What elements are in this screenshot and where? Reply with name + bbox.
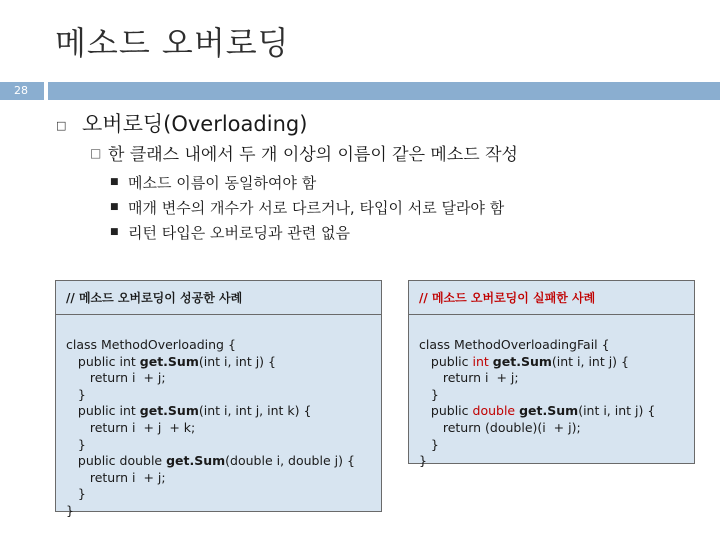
slide-title: 메소드 오버로딩	[55, 24, 290, 62]
code-line: return i + j;	[419, 370, 519, 386]
method-name: get.Sum	[166, 453, 226, 469]
square-bullet-icon: ■	[110, 227, 119, 237]
bullet-level3-item: 메소드 이름이 동일하여야 함	[128, 174, 317, 192]
header-accent-bar	[48, 82, 720, 100]
method-name: get.Sum	[519, 403, 579, 419]
code-line: (int i, int j, int k) {	[198, 403, 312, 419]
square-bullet-icon: ■	[110, 202, 119, 212]
code-line: }	[66, 386, 86, 402]
code-line: return i + j;	[66, 370, 166, 386]
code-line: return (double)(i + j);	[419, 419, 581, 435]
code-line: (int i, int j) {	[578, 403, 656, 419]
code-line: }	[419, 386, 439, 402]
bullet-level1: 오버로딩(Overloading)	[82, 112, 308, 136]
code-line: (int i, int j) {	[551, 353, 629, 369]
return-type-highlight: int	[472, 353, 489, 369]
code-line: public	[419, 403, 473, 419]
fail-code-block	[419, 337, 655, 470]
bullet-level2: 한 클래스 내에서 두 개 이상의 이름이 같은 메소드 작성	[108, 145, 518, 165]
header-divider	[56, 314, 381, 315]
code-line: return i + j + k;	[66, 419, 196, 435]
bullet-level3-item: 매개 변수의 개수가 서로 다르거나, 타입이 서로 달라야 함	[128, 199, 505, 217]
code-line: public double	[66, 453, 167, 469]
code-line: class MethodOverloadingFail {	[419, 337, 610, 352]
code-line: class MethodOverloading {	[66, 337, 236, 352]
square-bullet-icon: ■	[110, 177, 119, 187]
hollow-square-bullet-icon: □	[90, 146, 102, 160]
code-line: }	[66, 486, 86, 502]
code-line: (double i, double j) {	[225, 453, 355, 469]
code-line: }	[66, 502, 74, 518]
code-line: public int	[66, 353, 140, 369]
code-line: }	[419, 453, 427, 469]
hollow-square-bullet-icon: □	[56, 119, 67, 132]
code-line: public	[419, 353, 473, 369]
fail-example-header: // 메소드 오버로딩이 실패한 사례	[419, 291, 596, 305]
code-line: public int	[66, 403, 140, 419]
success-code-block	[66, 337, 355, 520]
return-type-highlight: double	[472, 403, 516, 419]
page-number: 28	[14, 84, 28, 97]
success-example-header: // 메소드 오버로딩이 성공한 사례	[66, 291, 243, 305]
method-name: get.Sum	[139, 403, 199, 419]
bullet-level3-item: 리턴 타입은 오버로딩과 관련 없음	[128, 224, 350, 242]
code-line: return i + j;	[66, 469, 166, 485]
code-line: }	[66, 436, 86, 452]
fail-example-box	[408, 280, 695, 469]
code-line: (int i, int j) {	[198, 353, 276, 369]
header-divider	[409, 314, 694, 315]
code-line: }	[419, 436, 439, 452]
success-example-box	[55, 280, 382, 518]
method-name: get.Sum	[492, 353, 552, 369]
method-name: get.Sum	[139, 353, 199, 369]
